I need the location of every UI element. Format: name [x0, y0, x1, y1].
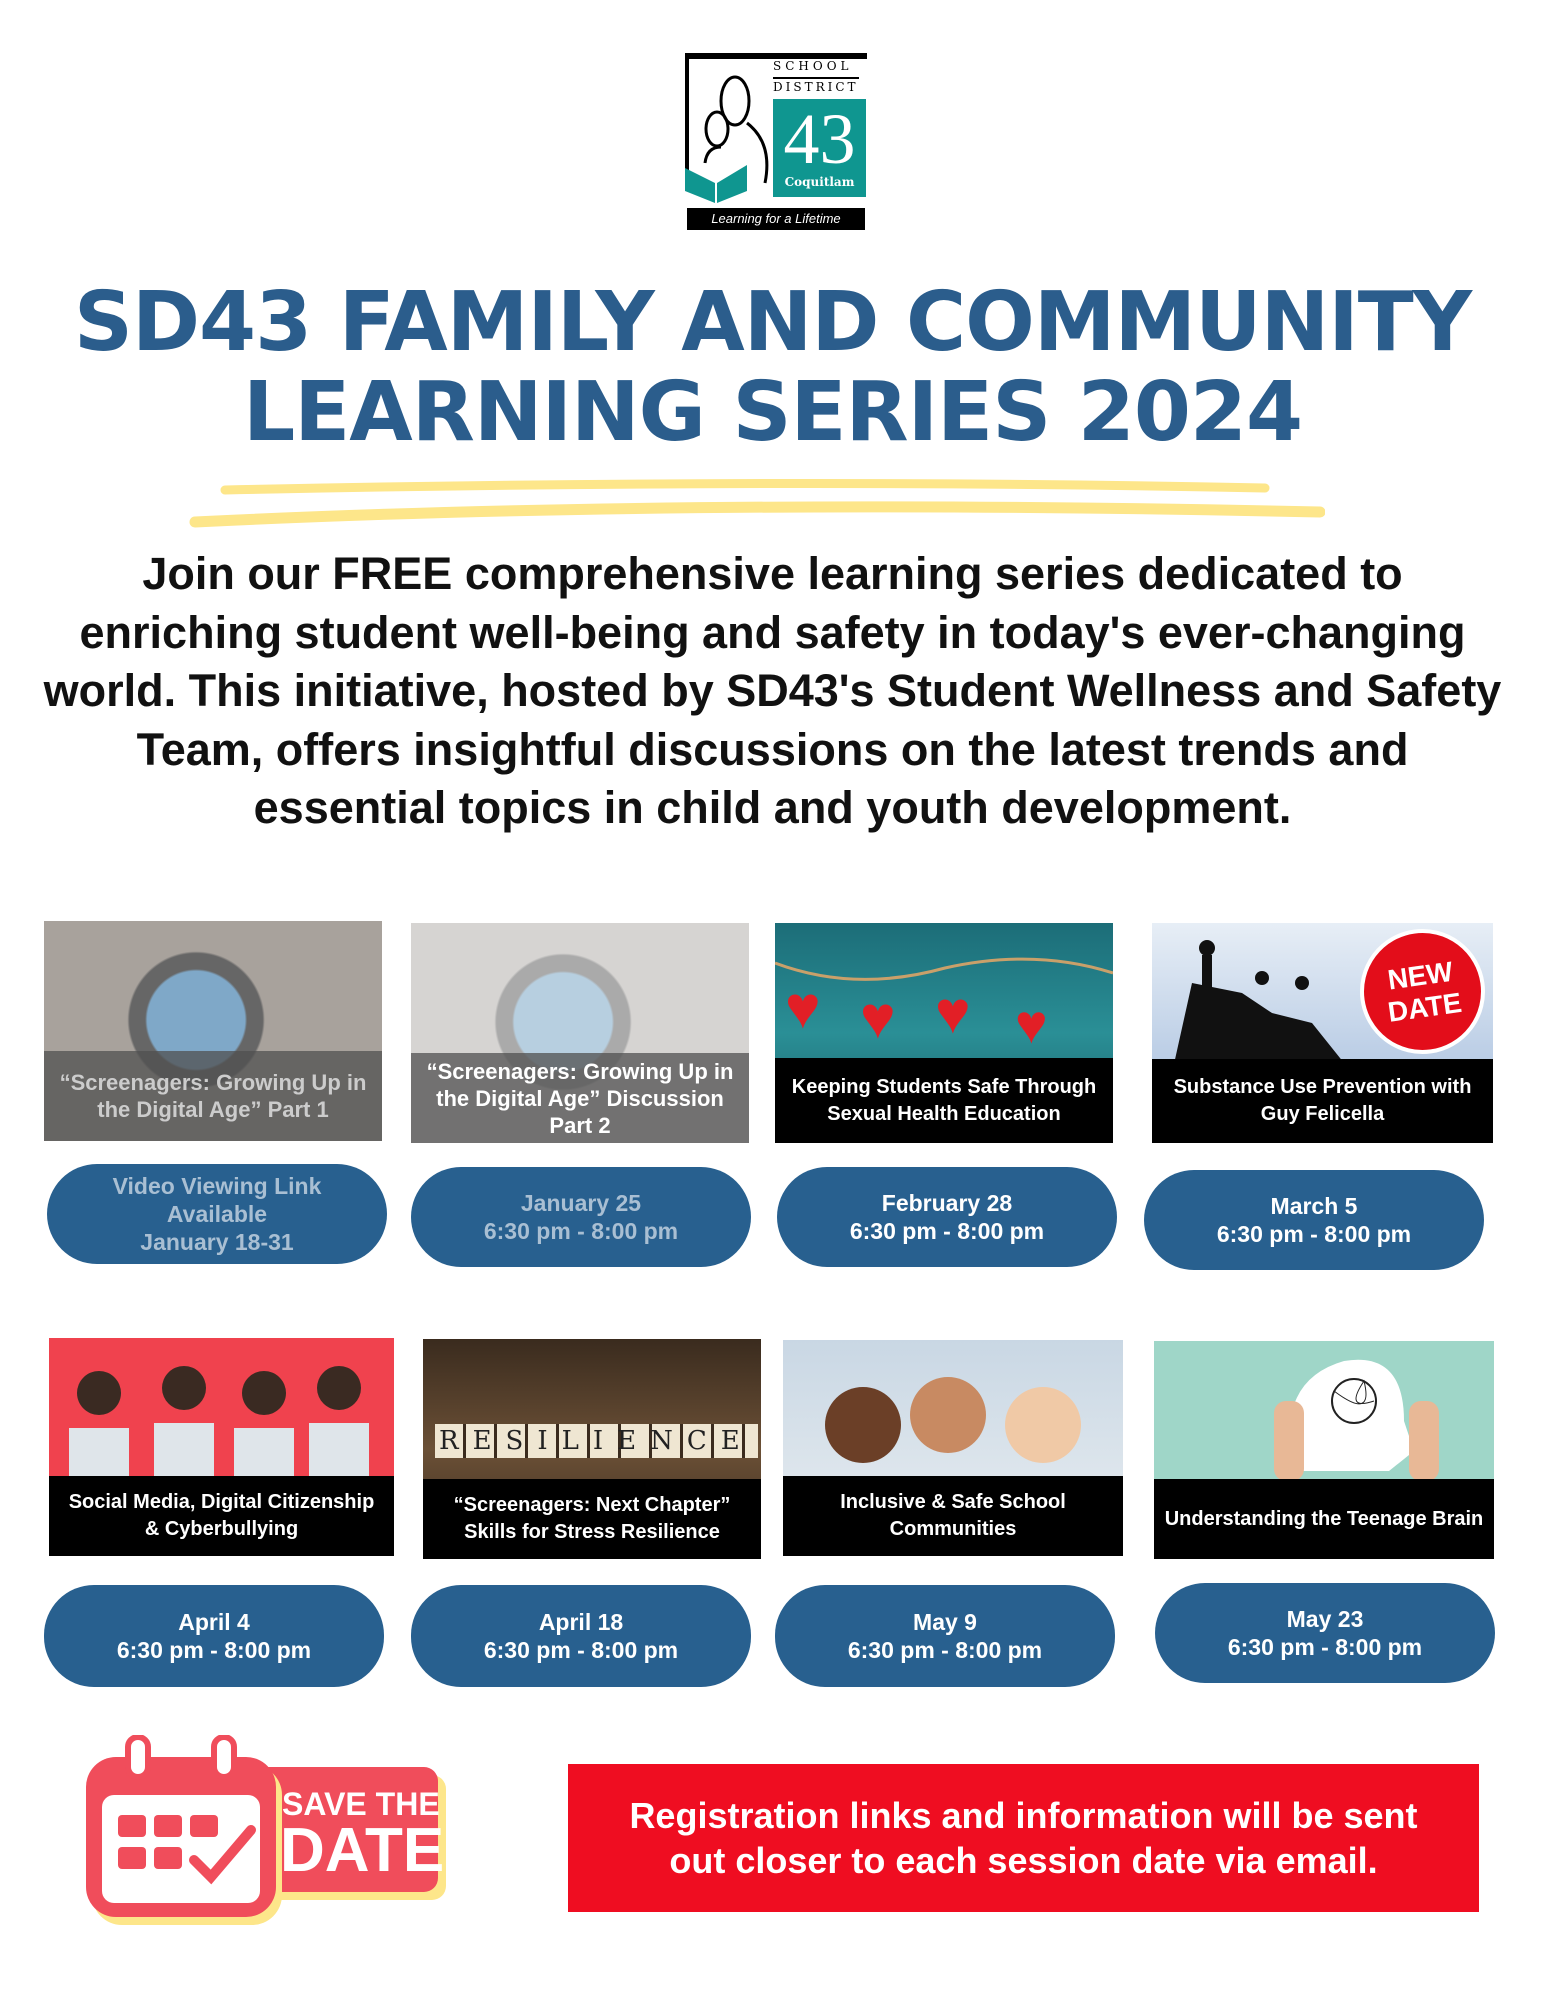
save-the-date-text: DATE [280, 1816, 445, 1885]
session-date-pill [775, 1585, 1115, 1687]
logo-number-box [773, 99, 866, 197]
school-district-logo [685, 53, 867, 233]
hearts-icon [775, 923, 1113, 1063]
intro-paragraph: Join our FREE comprehensive learning series dedicated to enriching student well-being and safety in today's ever-changing world. This initiative, hosted by SD43's Student Wellness and Safety Team, offers insightful discussions on the latest trends and essential topics in child and youth development. [43, 548, 1502, 833]
session-date-pill [47, 1164, 387, 1264]
session-date-pill [411, 1585, 751, 1687]
badge-text: DATE [1385, 986, 1464, 1028]
session-date: Video Viewing Link Available [112, 1173, 322, 1227]
session-date: February 28 [881, 1190, 1013, 1216]
highlight-underline [185, 478, 1325, 534]
registration-text: out closer to each session date via email. [669, 1840, 1378, 1881]
session-time: 6:30 pm - 8:00 pm [1216, 1221, 1412, 1247]
reader-figure-icon [685, 73, 775, 203]
registration-notice [568, 1764, 1479, 1912]
session-time: 6:30 pm - 8:00 pm [849, 1218, 1045, 1244]
session-time: 6:30 pm - 8:00 pm [116, 1637, 312, 1663]
session-date: April 4 [178, 1609, 250, 1635]
session-caption: “Screenagers: Next Chapter” Skills for Stress Resilience [423, 1479, 761, 1559]
children-icon [783, 1340, 1123, 1480]
session-time: 6:30 pm - 8:00 pm [1227, 1634, 1423, 1660]
session-date-pill [411, 1167, 751, 1267]
badge-text: NEW [1385, 955, 1455, 996]
session-date: May 23 [1286, 1606, 1364, 1632]
session-caption: “Screenagers: Growing Up in the Digital Age” Part 1 [44, 1051, 382, 1141]
session-caption: Substance Use Prevention with Guy Felicella [1152, 1059, 1493, 1143]
logo-text: SCHOOL [773, 59, 853, 73]
logo-tagline: Learning for a Lifetime [687, 208, 865, 230]
session-date-pill [777, 1167, 1117, 1267]
session-card [783, 1340, 1123, 1556]
resilience-tiles: RESILIENCE [435, 1424, 758, 1458]
teens-icon [49, 1338, 394, 1478]
session-time: 6:30 pm - 8:00 pm [847, 1637, 1043, 1663]
session-date-pill [44, 1585, 384, 1687]
session-date-pill [1155, 1583, 1495, 1683]
session-caption: “Screenagers: Growing Up in the Digital Age” Discussion Part 2 [411, 1053, 749, 1143]
session-time: 6:30 pm - 8:00 pm [483, 1218, 679, 1244]
tangled-head-icon [1154, 1341, 1494, 1481]
session-date: April 18 [538, 1609, 624, 1635]
session-caption: Social Media, Digital Citizenship & Cyberbullying [49, 1476, 394, 1556]
svg-text:♥: ♥ [785, 974, 821, 1041]
session-caption: Keeping Students Safe Through Sexual Health Education [775, 1058, 1113, 1143]
session-card [44, 921, 382, 1141]
page-title [0, 275, 1545, 460]
session-time: January 18-31 [140, 1229, 294, 1255]
session-date: May 9 [913, 1609, 977, 1635]
session-card [1154, 1341, 1494, 1559]
session-card [49, 1338, 394, 1556]
logo-city: Coquitlam [784, 175, 855, 189]
svg-text:♥: ♥ [935, 979, 971, 1046]
registration-text: Registration links and information will be sent [629, 1795, 1418, 1836]
session-caption: Inclusive & Safe School Communities [783, 1476, 1123, 1556]
title-line: SD43 FAMILY AND COMMUNITY [73, 275, 1472, 370]
session-card [1152, 923, 1493, 1143]
session-date-pill [1144, 1170, 1484, 1270]
session-date: January 25 [520, 1190, 642, 1216]
save-the-date-graphic [86, 1735, 456, 1930]
session-caption: Understanding the Teenage Brain [1154, 1479, 1494, 1559]
svg-text:♥: ♥ [1015, 993, 1048, 1055]
session-card [775, 923, 1113, 1143]
session-card [411, 923, 749, 1143]
session-time: 6:30 pm - 8:00 pm [483, 1637, 679, 1663]
session-card [423, 1339, 761, 1559]
svg-text:♥: ♥ [860, 984, 896, 1051]
session-date: March 5 [1270, 1193, 1358, 1219]
save-the-date-text: SAVE THE [282, 1786, 440, 1822]
title-line: LEARNING SERIES 2024 [242, 365, 1303, 460]
logo-number: 43 [783, 99, 856, 179]
logo-text: DISTRICT [773, 77, 859, 94]
